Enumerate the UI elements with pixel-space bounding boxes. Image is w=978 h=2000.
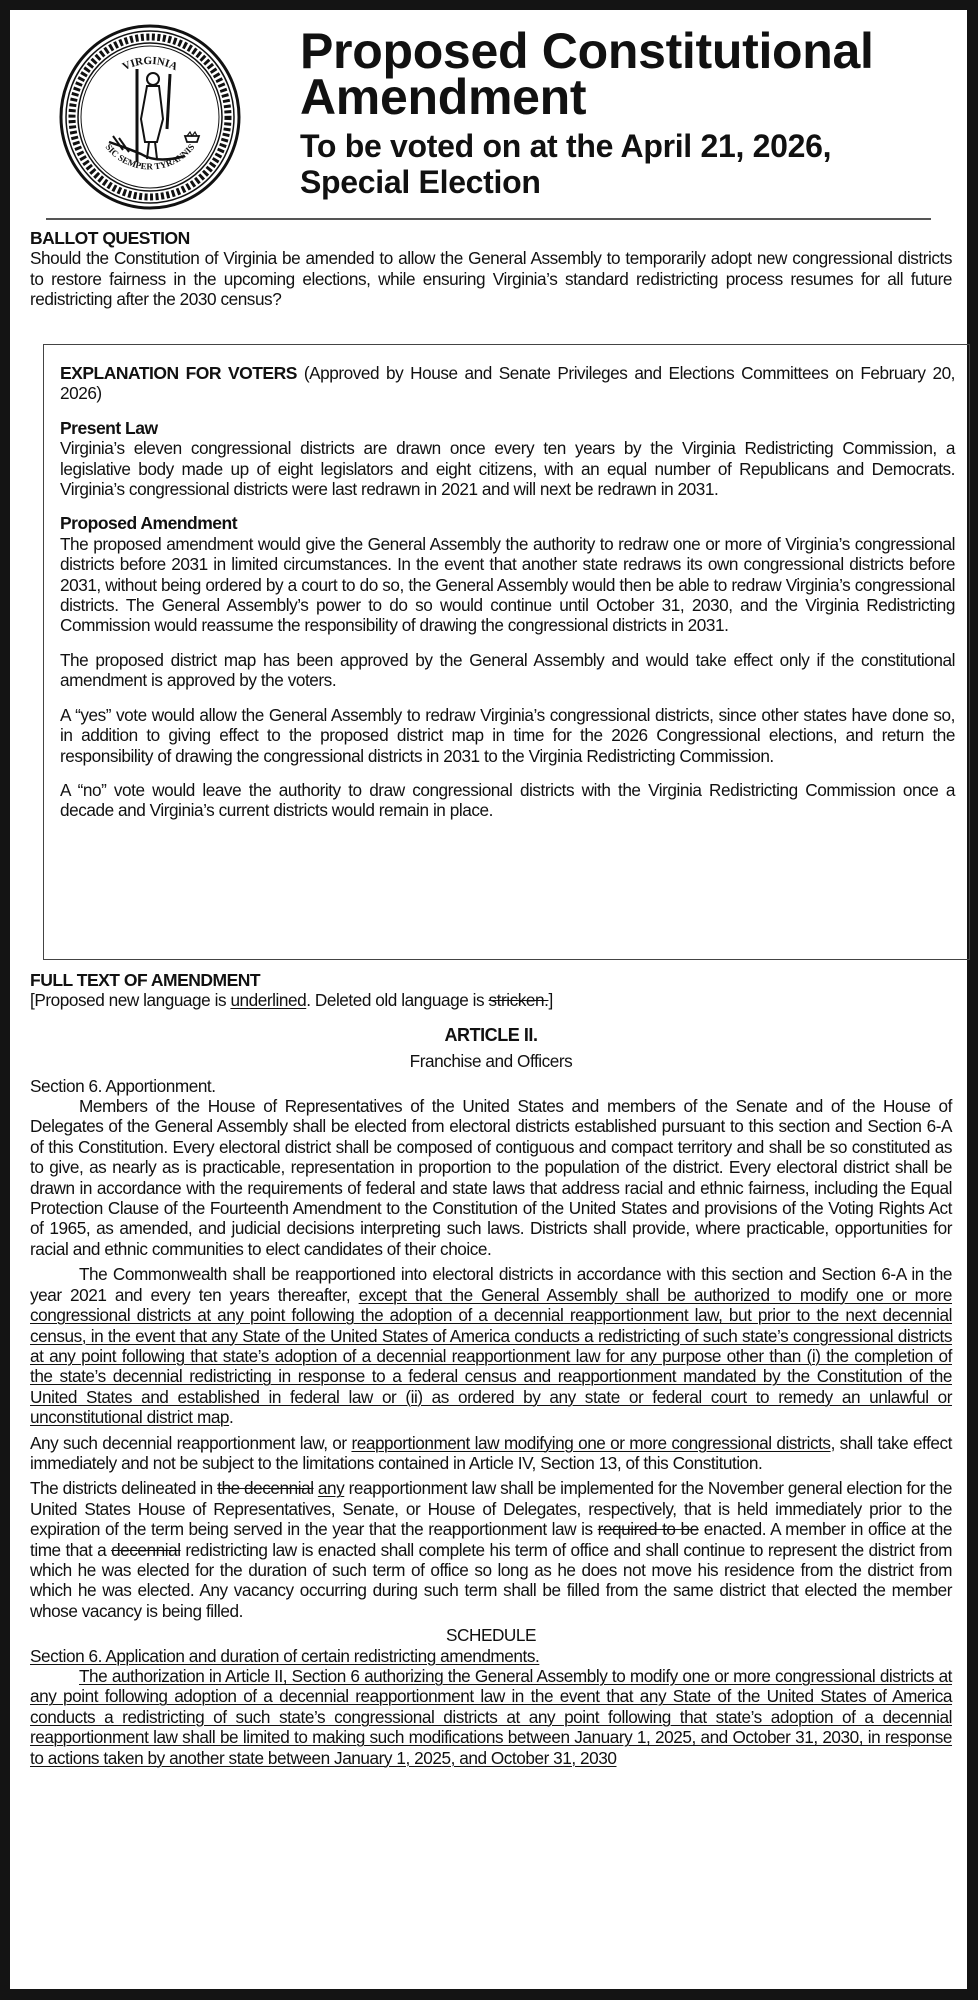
full-text-section [30,970,952,1768]
present-law-text: Virginia’s eleven congressional districts are drawn once every ten years by the Virginia Redistricting Commission, a legislative body made up of eight legislators and eight citizens, with an equal number of Republicans and Democrats. Virginia’s congressional districts were last redrawn in 2021 and will next be redrawn in 2031. [60,438,955,500]
title-block [300,23,940,200]
explanation-heading: EXPLANATION FOR VOTERS [60,363,297,383]
para2-new-language: except that the General Assembly shall be authorized to modify one or more congressional districts at any point following the adoption of a decennial reapportionment law, but prior to the next decennial census, in the event that any State of the United States of America conducts a redistricting of such state’s congressional districts at any point following that state’s adoption of a decennial reapportionment law for any purpose other than (i) the completion of the state’s decennial redistricting in response to a federal census and reapportionment mandated by the Constitution of the United States and established in federal law or (ii) as ordered by any state or federal court to remedy an unlawful or unconstitutional district map [30,1284,952,1428]
para4-text-c: reapportionment law shall be implemented for the November general election for the United States House of Representatives, Senate, or House of Delegates, respectively, that is held immediately prior to the expiration of the term being served in the year that the reapportionment law is [30,1478,952,1540]
ballot-question-text: Should the Constitution of Virginia be amended to allow the General Assembly to temporarily adopt new congressional districts to restore fairness in the upcoming elections, while ensuring Virginia’s standard redistricting process resumes for all future redistricting after the 2030 census? [30,248,952,310]
legend-stricken-sample: stricken. [488,990,549,1011]
svg-text:VIRGINIA: VIRGINIA [120,54,180,74]
subtitle-line-2: Special Election [300,164,541,200]
yes-vote-explanation: A “yes” vote would allow the General Assembly to redraw Virginia’s congressional districts, since other states have done so, in addition to giving effect to the proposed district map in time for the 2026 Congressional elections, and return the responsibility of drawing the congressional districts in 2031 to the Virginia Redistricting Commission. [60,704,955,766]
para4-new-1: any [317,1478,345,1499]
legend-suffix: ] [548,990,553,1011]
para2-existing-text: The Commonwealth shall be reapportioned into electoral districts in accordance with this section and Section 6-A in the year 2021 and every ten years thereafter, [30,1264,952,1305]
title-line-2: Amendment [300,69,587,125]
article-subtitle: Franchise and Officers [409,1051,573,1072]
para3-existing-text-2: , shall take effect immediately and not be subject to the limitations contained in Article IV, Section 13, of this Constitution. [30,1432,952,1473]
proposed-amendment-heading: Proposed Amendment [60,513,238,534]
article-title: ARTICLE II. [444,1024,538,1045]
ballot-notice-page [10,10,967,1989]
svg-text:SIC SEMPER TYRANNIS: SIC SEMPER TYRANNIS [103,141,197,172]
present-law-heading: Present Law [60,417,158,438]
virginia-state-seal-icon [57,24,243,210]
section-6-paragraph-2 [30,1264,952,1427]
explanation-intro [60,363,955,404]
legend-middle: . Deleted old language is [306,990,489,1011]
section-6-paragraph-3 [30,1433,952,1474]
para4-deleted-1: the decennial [217,1478,314,1499]
explanation-for-voters-box [43,344,970,960]
section-6-paragraph-1: Members of the House of Representatives of the United States and members of the Senate and of the House of Delegates of the General Assembly shall be elected from electoral districts established pursuant to this section and Section 6-A of this Constitution. Every electoral district shall be composed of contiguous and compact territory and shall be so constituted as to give, as nearly as is practicable, representation in proportion to the population of the district. Every electoral district shall be drawn in accordance with the requirements of federal and state laws that address racial and ethnic fairness, including the Equal Protection Clause of the Fourteenth Amendment to the Constitution of the United States and provisions of the Voting Rights Act of 1965, as amended, and judicial decisions interpreting such laws. Districts shall provide, where practicable, opportunities for racial and ethnic communities to elect candidates of their choice. [30,1096,952,1259]
header-divider [46,218,931,220]
no-vote-explanation: A “no” vote would leave the authority to draw congressional districts with the Virginia Redistricting Commission once a decade and Virginia’s current districts would remain in place. [60,779,955,821]
district-map-note: The proposed district map has been approved by the General Assembly and would take effect only if the constitutional amendment is approved by the voters. [60,649,955,691]
subtitle-line-1: To be voted on at the April 21, 2026, [300,128,832,164]
section-6-paragraph-4 [30,1478,952,1621]
title-line-1: Proposed Constitutional [300,23,874,79]
para4-deleted-2: required to be [597,1519,699,1540]
explanation-approval-note: (Approved by House and Senate Privileges and Elections Committees on February 20, 2026) [60,363,955,404]
election-subtitle [300,128,940,200]
notice-header [10,10,967,220]
legend-underlined-sample: underlined [230,990,307,1011]
section-title: Section 6. Apportionment. [30,1075,216,1096]
legend-prefix: [Proposed new language is [30,990,231,1011]
ballot-question-section [30,228,952,310]
schedule-heading: SCHEDULE [446,1625,536,1646]
ballot-question-heading: BALLOT QUESTION [30,228,190,248]
para4-text-e: redistricting law is enacted shall complete his term of office and shall continue to represent the district from which he was elected for the duration of such term of office so long as he does not move his residence from the district from which he was elected. Any vacancy occurring during such term shall be filled from the same district that elected the member whose vacancy is being filled. [30,1539,952,1621]
full-text-heading: FULL TEXT OF AMENDMENT [30,970,261,990]
markup-legend [30,990,952,1010]
para4-text-d: enacted. A member in office at the time that a [30,1519,953,1560]
page-title [300,23,940,125]
proposed-amendment-text: The proposed amendment would give the General Assembly the authority to redraw one or more of Virginia’s congressional districts before 2031 in limited circumstances. In the event that another state redraws its own congressional districts before 2031, without being ordered by a court to do so, the General Assembly would then be able to redraw Virginia’s congressional districts. The General Assembly’s power to do so would continue until October 31, 2030, and the Virginia Redistricting Commission would reassume the responsibility of drawing the congressional districts in 2031. [60,533,955,636]
para4-deleted-3: decennial [111,1539,181,1560]
schedule-text: The authorization in Article II, Section 6 authorizing the General Assembly to modify one or more congressional districts at any point following adoption of a decennial reapportionment law in the event that any State of the United States of America conducts a redistricting of such state’s congressional districts at any point following that state’s adoption of a decennial reapportionment law shall be limited to making such modifications between January 1, 2025, and October 31, 2030, in response to actions taken by another state between January 1, 2025, and October 31, 2030 [30,1666,952,1768]
schedule-section-title: Section 6. Application and duration of certain redistricting amendments. [30,1645,540,1666]
para4-text-a: The districts delineated in [30,1478,218,1499]
para3-existing-text: Any such decennial reapportionment law, or [30,1432,352,1453]
notice-content [30,228,955,1768]
para2-end: . [229,1407,234,1428]
para3-new-language: reapportionment law modifying one or more congressional districts [351,1432,831,1453]
